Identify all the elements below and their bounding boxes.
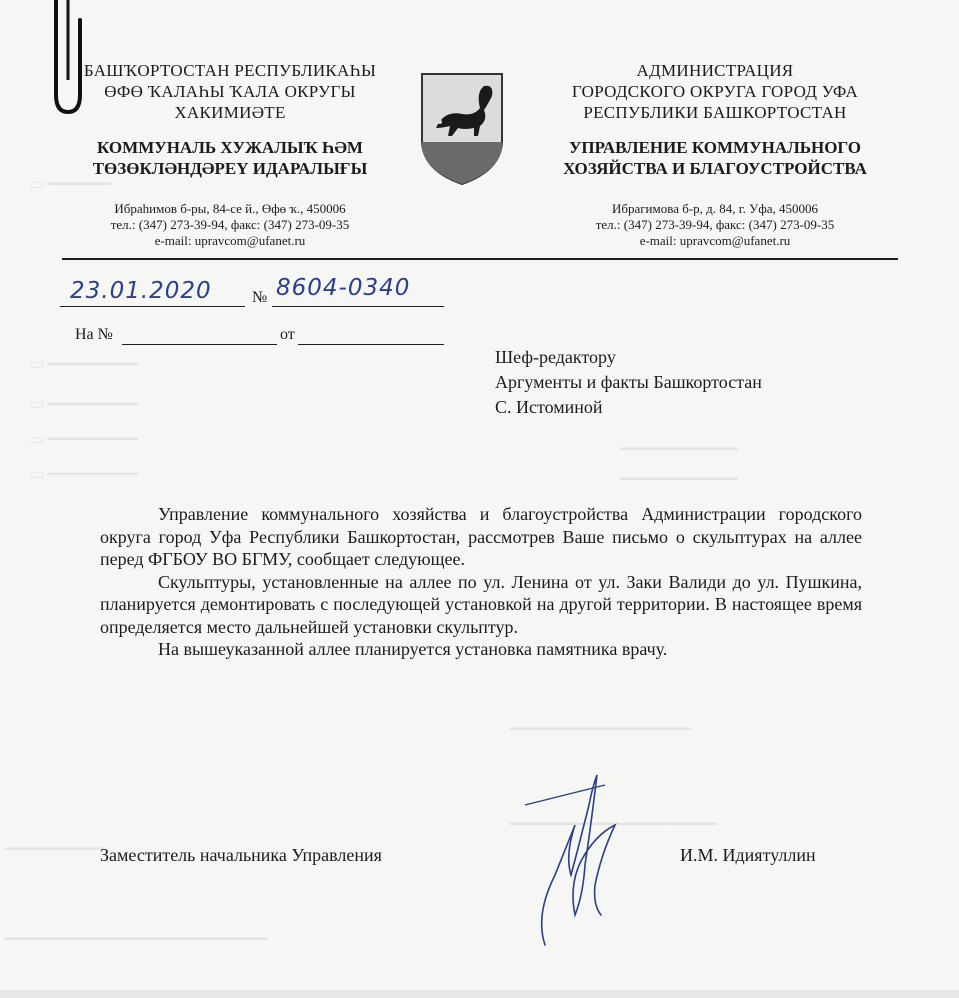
- body-paragraph-2: Скульптуры, установленные на аллее по ул. Ленина от ул. Заки Валиди до ул. Пушкина, планируется демонтировать с последующей установкой на другой территории. В настоящее время определяется место дальнейшей установки скульптур.: [100, 571, 862, 637]
- header-right-phone: тел.: (347) 273-39-94, факс: (347) 273-09-35: [595, 217, 835, 232]
- show-through-mark: ▭ ━━━━━━━━━━: [30, 397, 139, 413]
- header-left-dept1: КОММУНАЛЬ ХУЖАЛЫҠ ҺӘМ: [97, 138, 363, 157]
- show-through-mark: ━━━━━━━━━━━━━: [620, 472, 738, 488]
- header-right-email: e-mail: upravcom@ufanet.ru: [639, 233, 791, 248]
- header-right: [520, 60, 910, 249]
- show-through-mark: ━━━━━━━━━━━: [5, 842, 105, 858]
- ufa-coat-of-arms-icon: [418, 70, 506, 188]
- header-right-line3: РЕСПУБЛИКИ БАШКОРТОСТАН: [583, 103, 847, 122]
- handwritten-number: 8604-0340: [276, 275, 411, 301]
- show-through-mark: ▭ ━━━━━━━━━━: [30, 432, 139, 448]
- page-bottom-edge: [0, 990, 959, 998]
- show-through-mark: ━━━━━━━━━━━━━━━━━━━━━━━: [510, 817, 718, 833]
- handwritten-signature-icon: [505, 765, 645, 950]
- signatory-position: Заместитель начальника Управления: [100, 845, 382, 865]
- body-paragraph-1: Управление коммунального хозяйства и благоустройства Администрации городского округа город Уфа Республики Башкортостан, рассмотрев Ваше письмо о скульптурах на аллее перед ФГБОУ ВО БГМУ, сообщает следующее.: [100, 504, 862, 569]
- addressee-line3: С. Истоминой: [495, 397, 603, 417]
- letter-body: [100, 503, 862, 661]
- reply-underline: [122, 344, 277, 345]
- header-left-line1: БАШҠОРТОСТАН РЕСПУБЛИКАҺЫ: [83, 61, 377, 80]
- addressee-line1: Шеф-редактору: [495, 347, 616, 367]
- show-through-mark: ━━━━━━━━━━━━━━━━━━━━━━━━━━━━━: [5, 932, 267, 948]
- from-label: от: [280, 326, 295, 343]
- body-paragraph-3: На вышеуказанной аллее планируется установка памятника врачу.: [158, 639, 668, 659]
- number-underline: [272, 306, 444, 307]
- header-left-phone: тел.: (347) 273-39-94, факс: (347) 273-09-35: [110, 217, 350, 232]
- show-through-mark: ▭ ━━━━━━━━━━: [30, 467, 139, 483]
- number-label: №: [252, 289, 268, 306]
- header-right-dept1: УПРАВЛЕНИЕ КОММУНАЛЬНОГО: [568, 138, 862, 157]
- date-underline: [60, 306, 245, 307]
- header-divider: [62, 258, 898, 260]
- show-through-mark: ━━━━━━━━━━━━━: [620, 442, 738, 458]
- header-left-address: Ибраһимов б-ры, 84-се й., Өфө ҡ., 450006: [114, 201, 346, 216]
- show-through-mark: ▭ ━━━━━━━: [30, 177, 112, 193]
- header-left-line3: ХАКИМИӘТЕ: [174, 103, 286, 122]
- header-left-dept2: ТӨЗӨКЛӘНДӘРЕҮ ИДАРАЛЫҒЫ: [92, 159, 368, 178]
- show-through-mark: ▭ ━━━━━━━━━━: [30, 357, 139, 373]
- header-left-line2: ӨФӨ ҠАЛАҺЫ ҠАЛА ОКРУГЫ: [104, 82, 356, 101]
- signatory-name: И.М. Идиятуллин: [680, 845, 816, 865]
- addressee-line2: Аргументы и факты Башкортостан: [495, 372, 762, 392]
- header-right-address: Ибрагимова б-р, д. 84, г. Уфа, 450006: [611, 201, 819, 216]
- header-right-dept2: ХОЗЯЙСТВА И БЛАГОУСТРОЙСТВА: [563, 159, 867, 178]
- addressee-block: [495, 345, 762, 420]
- from-underline: [298, 344, 444, 345]
- header-left-email: e-mail: upravcom@ufanet.ru: [154, 233, 306, 248]
- header-right-line1: АДМИНИСТРАЦИЯ: [636, 61, 794, 80]
- show-through-mark: ━━━━━━━━━━━━━━━━━━━━: [510, 722, 691, 738]
- reply-label: На №: [75, 326, 113, 343]
- header-right-line2: ГОРОДСКОГО ОКРУГА ГОРОД УФА: [571, 82, 859, 101]
- header-left: [20, 60, 440, 249]
- handwritten-date: 23.01.2020: [70, 278, 212, 304]
